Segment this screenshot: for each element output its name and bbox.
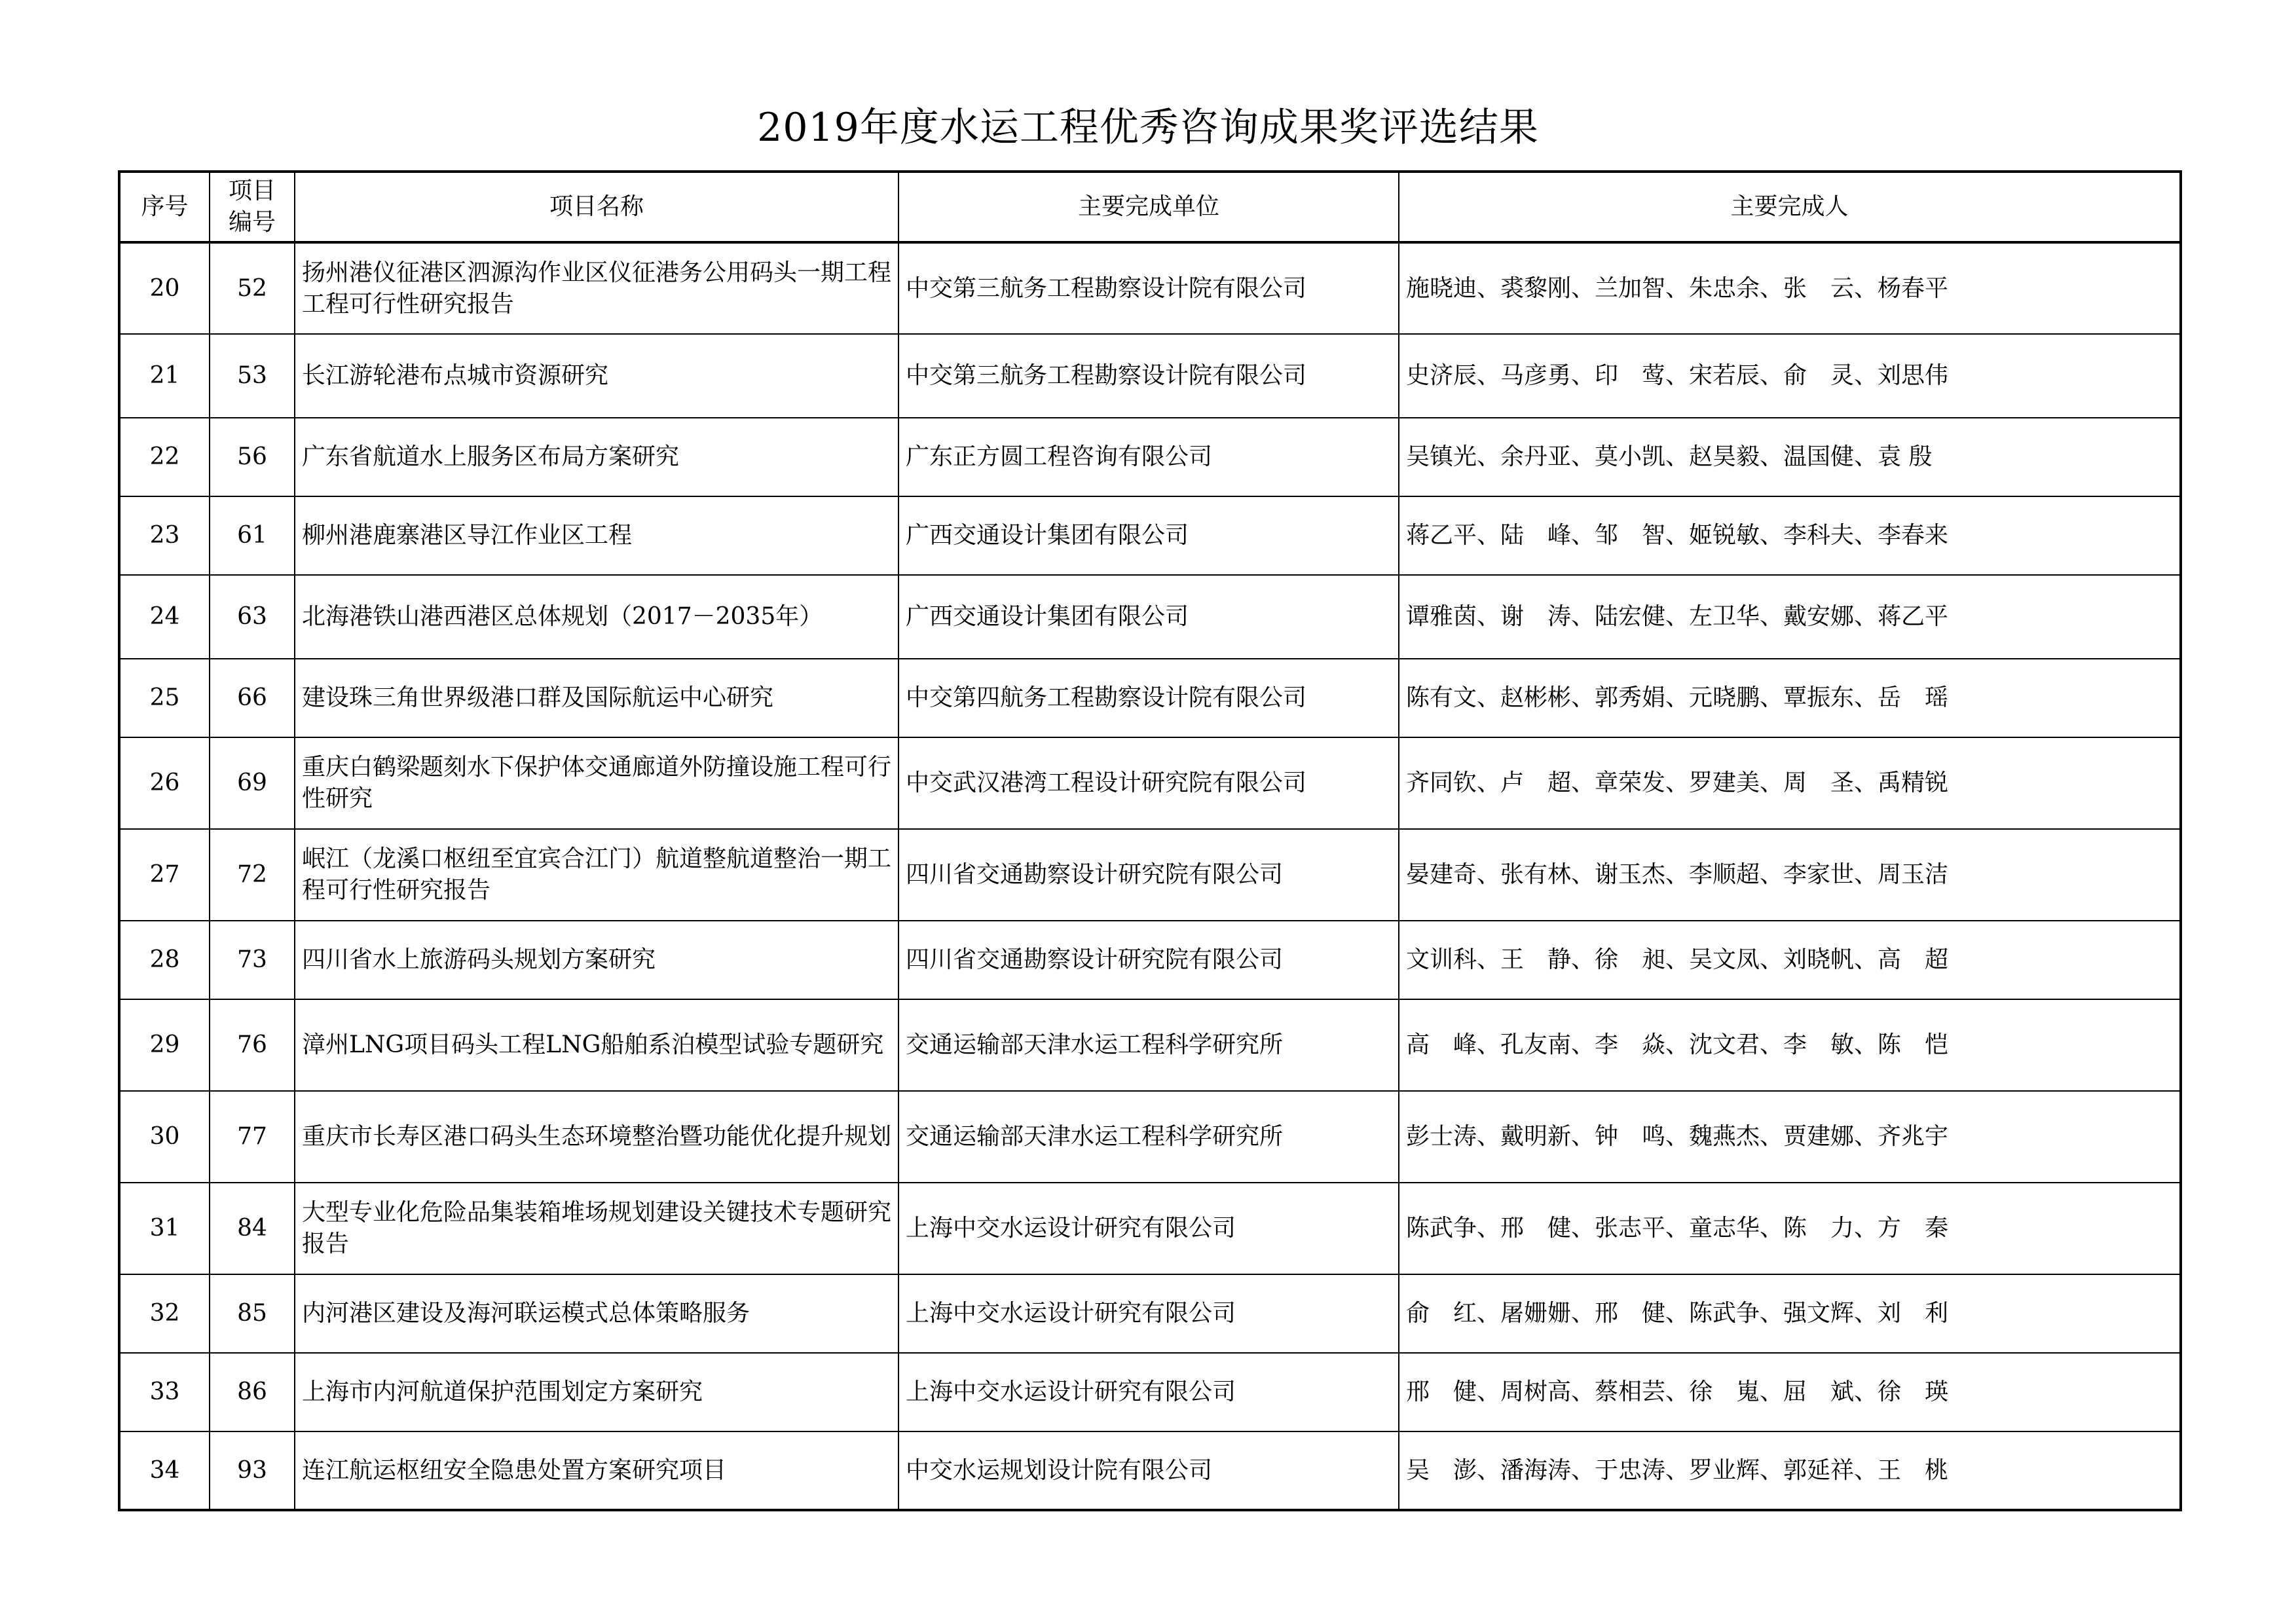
cell-seq: 23: [119, 496, 210, 575]
cell-main-unit: 交通运输部天津水运工程科学研究所: [898, 999, 1399, 1091]
cell-project-name: 岷江（龙溪口枢纽至宜宾合江门）航道整航道整治一期工程可行性研究报告: [295, 829, 898, 921]
cell-main-people: 邢 健、周树高、蔡相芸、徐 嵬、屈 斌、徐 瑛: [1399, 1353, 2181, 1431]
header-row: [119, 172, 2181, 242]
cell-main-people: 彭士涛、戴明新、钟 鸣、魏燕杰、贾建娜、齐兆宇: [1399, 1091, 2181, 1183]
cell-main-people: 史济辰、马彦勇、印 莺、宋若辰、俞 灵、刘思伟: [1399, 334, 2181, 418]
cell-main-unit: 中交武汉港湾工程设计研究院有限公司: [898, 737, 1399, 829]
cell-main-unit: 广东正方圆工程咨询有限公司: [898, 418, 1399, 496]
table-row: [119, 1353, 2181, 1431]
cell-main-unit: 四川省交通勘察设计研究院有限公司: [898, 921, 1399, 999]
cell-seq: 32: [119, 1274, 210, 1353]
cell-seq: 22: [119, 418, 210, 496]
cell-main-unit: 广西交通设计集团有限公司: [898, 575, 1399, 659]
cell-project-code: 72: [210, 829, 295, 921]
cell-seq: 33: [119, 1353, 210, 1431]
cell-main-unit: 中交第三航务工程勘察设计院有限公司: [898, 242, 1399, 334]
header-project-name: 项目名称: [295, 172, 898, 242]
table-row: [119, 242, 2181, 334]
cell-main-people: 晏建奇、张有林、谢玉杰、李顺超、李家世、周玉洁: [1399, 829, 2181, 921]
header-seq: 序号: [119, 172, 210, 242]
cell-project-code: 53: [210, 334, 295, 418]
cell-project-code: 86: [210, 1353, 295, 1431]
cell-project-name: 长江游轮港布点城市资源研究: [295, 334, 898, 418]
cell-project-name: 重庆白鹤梁题刻水下保护体交通廊道外防撞设施工程可行性研究: [295, 737, 898, 829]
cell-project-code: 93: [210, 1431, 295, 1510]
table-row: [119, 496, 2181, 575]
cell-project-name: 内河港区建设及海河联运模式总体策略服务: [295, 1274, 898, 1353]
cell-project-code: 52: [210, 242, 295, 334]
cell-project-code: 66: [210, 659, 295, 737]
table-row: [119, 921, 2181, 999]
cell-main-people: 文训科、王 静、徐 昶、吴文凤、刘晓帆、高 超: [1399, 921, 2181, 999]
cell-project-name: 北海港铁山港西港区总体规划（2017－2035年）: [295, 575, 898, 659]
cell-seq: 25: [119, 659, 210, 737]
cell-project-code: 73: [210, 921, 295, 999]
cell-seq: 27: [119, 829, 210, 921]
cell-project-name: 上海市内河航道保护范围划定方案研究: [295, 1353, 898, 1431]
cell-main-unit: 中交第四航务工程勘察设计院有限公司: [898, 659, 1399, 737]
cell-main-unit: 上海中交水运设计研究有限公司: [898, 1274, 1399, 1353]
cell-seq: 20: [119, 242, 210, 334]
cell-main-people: 高 峰、孔友南、李 焱、沈文君、李 敏、陈 恺: [1399, 999, 2181, 1091]
cell-project-name: 四川省水上旅游码头规划方案研究: [295, 921, 898, 999]
cell-seq: 24: [119, 575, 210, 659]
page-title: 2019年度水运工程优秀咨询成果奖评选结果: [757, 105, 1539, 151]
table-row: [119, 1274, 2181, 1353]
cell-main-unit: 四川省交通勘察设计研究院有限公司: [898, 829, 1399, 921]
cell-project-name: 扬州港仪征港区泗源沟作业区仪征港务公用码头一期工程工程可行性研究报告: [295, 242, 898, 334]
cell-project-code: 77: [210, 1091, 295, 1183]
cell-main-people: 陈有文、赵彬彬、郭秀娟、元晓鹏、覃振东、岳 瑶: [1399, 659, 2181, 737]
cell-main-unit: 上海中交水运设计研究有限公司: [898, 1183, 1399, 1274]
table-row: [119, 737, 2181, 829]
cell-main-people: 陈武争、邢 健、张志平、童志华、陈 力、方 秦: [1399, 1183, 2181, 1274]
cell-project-code: 85: [210, 1274, 295, 1353]
cell-seq: 26: [119, 737, 210, 829]
results-table: [118, 170, 2182, 1511]
header-project-code-line2: 编号: [228, 209, 276, 236]
cell-main-unit: 中交水运规划设计院有限公司: [898, 1431, 1399, 1510]
cell-project-code: 56: [210, 418, 295, 496]
table-row: [119, 829, 2181, 921]
cell-seq: 29: [119, 999, 210, 1091]
cell-project-code: 63: [210, 575, 295, 659]
cell-project-name: 广东省航道水上服务区布局方案研究: [295, 418, 898, 496]
cell-project-name: 连江航运枢纽安全隐患处置方案研究项目: [295, 1431, 898, 1510]
cell-project-code: 61: [210, 496, 295, 575]
cell-project-name: 建设珠三角世界级港口群及国际航运中心研究: [295, 659, 898, 737]
cell-main-unit: 上海中交水运设计研究有限公司: [898, 1353, 1399, 1431]
cell-project-code: 69: [210, 737, 295, 829]
table-row: [119, 418, 2181, 496]
table-row: [119, 1091, 2181, 1183]
header-project-code-line1: 项目: [228, 177, 276, 204]
cell-project-name: 柳州港鹿寨港区导江作业区工程: [295, 496, 898, 575]
cell-seq: 21: [119, 334, 210, 418]
cell-project-name: 重庆市长寿区港口码头生态环境整治暨功能优化提升规划: [295, 1091, 898, 1183]
cell-seq: 30: [119, 1091, 210, 1183]
cell-main-unit: 中交第三航务工程勘察设计院有限公司: [898, 334, 1399, 418]
cell-project-code: 84: [210, 1183, 295, 1274]
cell-main-people: 蒋乙平、陆 峰、邹 智、姬锐敏、李科夫、李春来: [1399, 496, 2181, 575]
table-row: [119, 659, 2181, 737]
cell-project-code: 76: [210, 999, 295, 1091]
cell-seq: 28: [119, 921, 210, 999]
table-row: [119, 1183, 2181, 1274]
cell-main-people: 俞 红、屠姗姗、邢 健、陈武争、强文辉、刘 利: [1399, 1274, 2181, 1353]
header-main-unit: 主要完成单位: [898, 172, 1399, 242]
cell-seq: 34: [119, 1431, 210, 1510]
cell-main-people: 施晓迪、裘黎刚、兰加智、朱忠余、张 云、杨春平: [1399, 242, 2181, 334]
cell-main-people: 谭雅茵、谢 涛、陆宏健、左卫华、戴安娜、蒋乙平: [1399, 575, 2181, 659]
cell-project-name: 大型专业化危险品集装箱堆场规划建设关键技术专题研究报告: [295, 1183, 898, 1274]
cell-main-people: 吴镇光、余丹亚、莫小凯、赵昊毅、温国健、袁 殷: [1399, 418, 2181, 496]
table-row: [119, 334, 2181, 418]
header-project-code: [210, 172, 295, 242]
cell-main-unit: 广西交通设计集团有限公司: [898, 496, 1399, 575]
table-row: [119, 1431, 2181, 1510]
cell-seq: 31: [119, 1183, 210, 1274]
table-row: [119, 999, 2181, 1091]
cell-project-name: 漳州LNG项目码头工程LNG船舶系泊模型试验专题研究: [295, 999, 898, 1091]
cell-main-unit: 交通运输部天津水运工程科学研究所: [898, 1091, 1399, 1183]
cell-main-people: 吴 澎、潘海涛、于忠涛、罗业辉、郭延祥、王 桃: [1399, 1431, 2181, 1510]
cell-main-people: 齐同钦、卢 超、章荣发、罗建美、周 圣、禹精锐: [1399, 737, 2181, 829]
header-main-people: 主要完成人: [1399, 172, 2181, 242]
table-row: [119, 575, 2181, 659]
